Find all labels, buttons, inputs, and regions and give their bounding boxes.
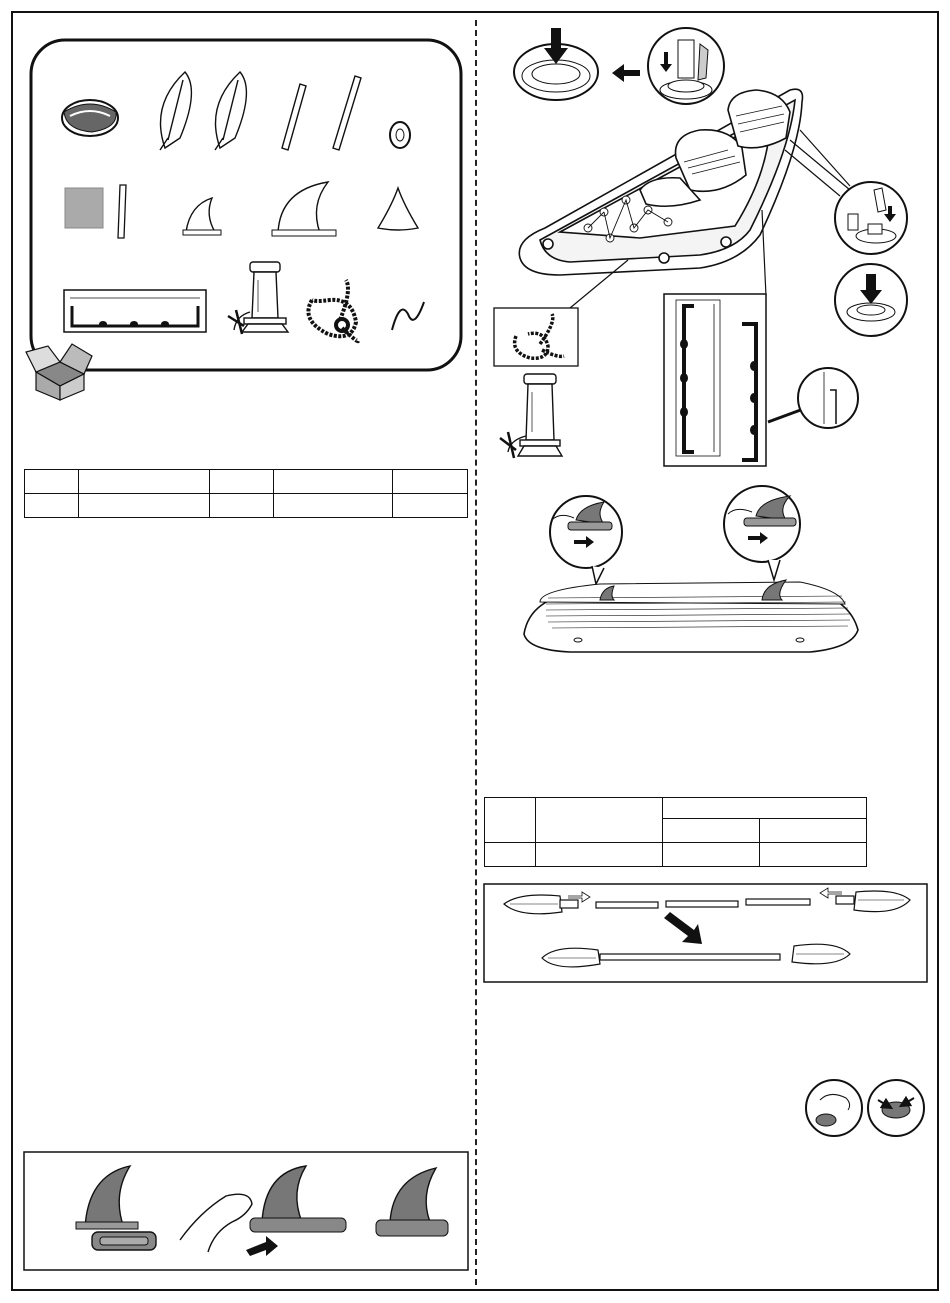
rope-icon bbox=[308, 280, 358, 341]
table-row bbox=[25, 470, 468, 494]
repair-patch-icon bbox=[65, 188, 103, 228]
triangle-patch-icon bbox=[378, 188, 418, 230]
large-fin-icon bbox=[180, 1166, 346, 1256]
inflatable-kayak-icon bbox=[524, 580, 858, 652]
fin-assembly-panel bbox=[24, 1152, 468, 1270]
table-cell bbox=[79, 470, 210, 494]
table-row bbox=[485, 843, 867, 867]
capacity-table bbox=[484, 797, 867, 867]
paddle-blade-icon bbox=[160, 72, 246, 150]
table-cell bbox=[536, 843, 663, 867]
arrow-icon bbox=[664, 912, 702, 944]
valve-icon bbox=[835, 182, 907, 254]
table-row bbox=[485, 798, 867, 819]
large-fin-icon bbox=[376, 1168, 448, 1236]
cord-icon bbox=[392, 302, 424, 330]
table-cell bbox=[663, 843, 760, 867]
paddle-shaft-icon bbox=[282, 76, 361, 150]
valve-icon bbox=[806, 1080, 862, 1136]
paddle-assembly-panel bbox=[484, 884, 927, 982]
valve-icon bbox=[835, 264, 907, 336]
table-cell bbox=[25, 494, 79, 518]
paddle-shaft-icon bbox=[596, 899, 810, 908]
inflatable-kayak-icon bbox=[519, 89, 802, 275]
table-cell bbox=[760, 843, 867, 867]
pressure-gauge-icon bbox=[64, 290, 206, 332]
table-cell bbox=[79, 494, 210, 518]
parts-panel bbox=[31, 40, 461, 370]
large-fin-icon bbox=[272, 182, 336, 236]
table-cell bbox=[393, 470, 468, 494]
table-cell bbox=[663, 819, 760, 843]
small-fin-icon bbox=[550, 496, 622, 584]
table-cell bbox=[485, 798, 536, 843]
table-cell bbox=[485, 843, 536, 867]
valve-icon bbox=[514, 28, 598, 100]
table-row bbox=[25, 494, 468, 518]
pressure-gauge-icon bbox=[798, 368, 858, 428]
hand-pump-icon bbox=[500, 374, 562, 458]
table-cell bbox=[760, 819, 867, 843]
table-cell bbox=[663, 798, 867, 819]
drip-ring-icon bbox=[390, 122, 410, 148]
large-fin-icon bbox=[724, 486, 800, 580]
table-cell bbox=[393, 494, 468, 518]
table-cell bbox=[536, 798, 663, 843]
hand-pump-icon bbox=[228, 262, 288, 334]
valve-icon bbox=[648, 28, 724, 104]
table-cell bbox=[274, 494, 393, 518]
arrow-icon bbox=[612, 64, 640, 82]
parts-table bbox=[24, 469, 468, 518]
kayak-seat-icon bbox=[62, 100, 118, 136]
large-fin-icon bbox=[76, 1166, 156, 1250]
paddle-blade-icon bbox=[542, 944, 850, 967]
small-fin-icon bbox=[183, 198, 221, 235]
table-cell bbox=[25, 470, 79, 494]
table-cell bbox=[274, 470, 393, 494]
valve-icon bbox=[868, 1080, 924, 1136]
pressure-gauge-icon bbox=[664, 294, 766, 466]
table-cell bbox=[210, 470, 274, 494]
box-icon bbox=[26, 344, 92, 400]
repair-strip-icon bbox=[118, 185, 126, 238]
table-cell bbox=[210, 494, 274, 518]
rope-callout-box bbox=[494, 308, 578, 366]
